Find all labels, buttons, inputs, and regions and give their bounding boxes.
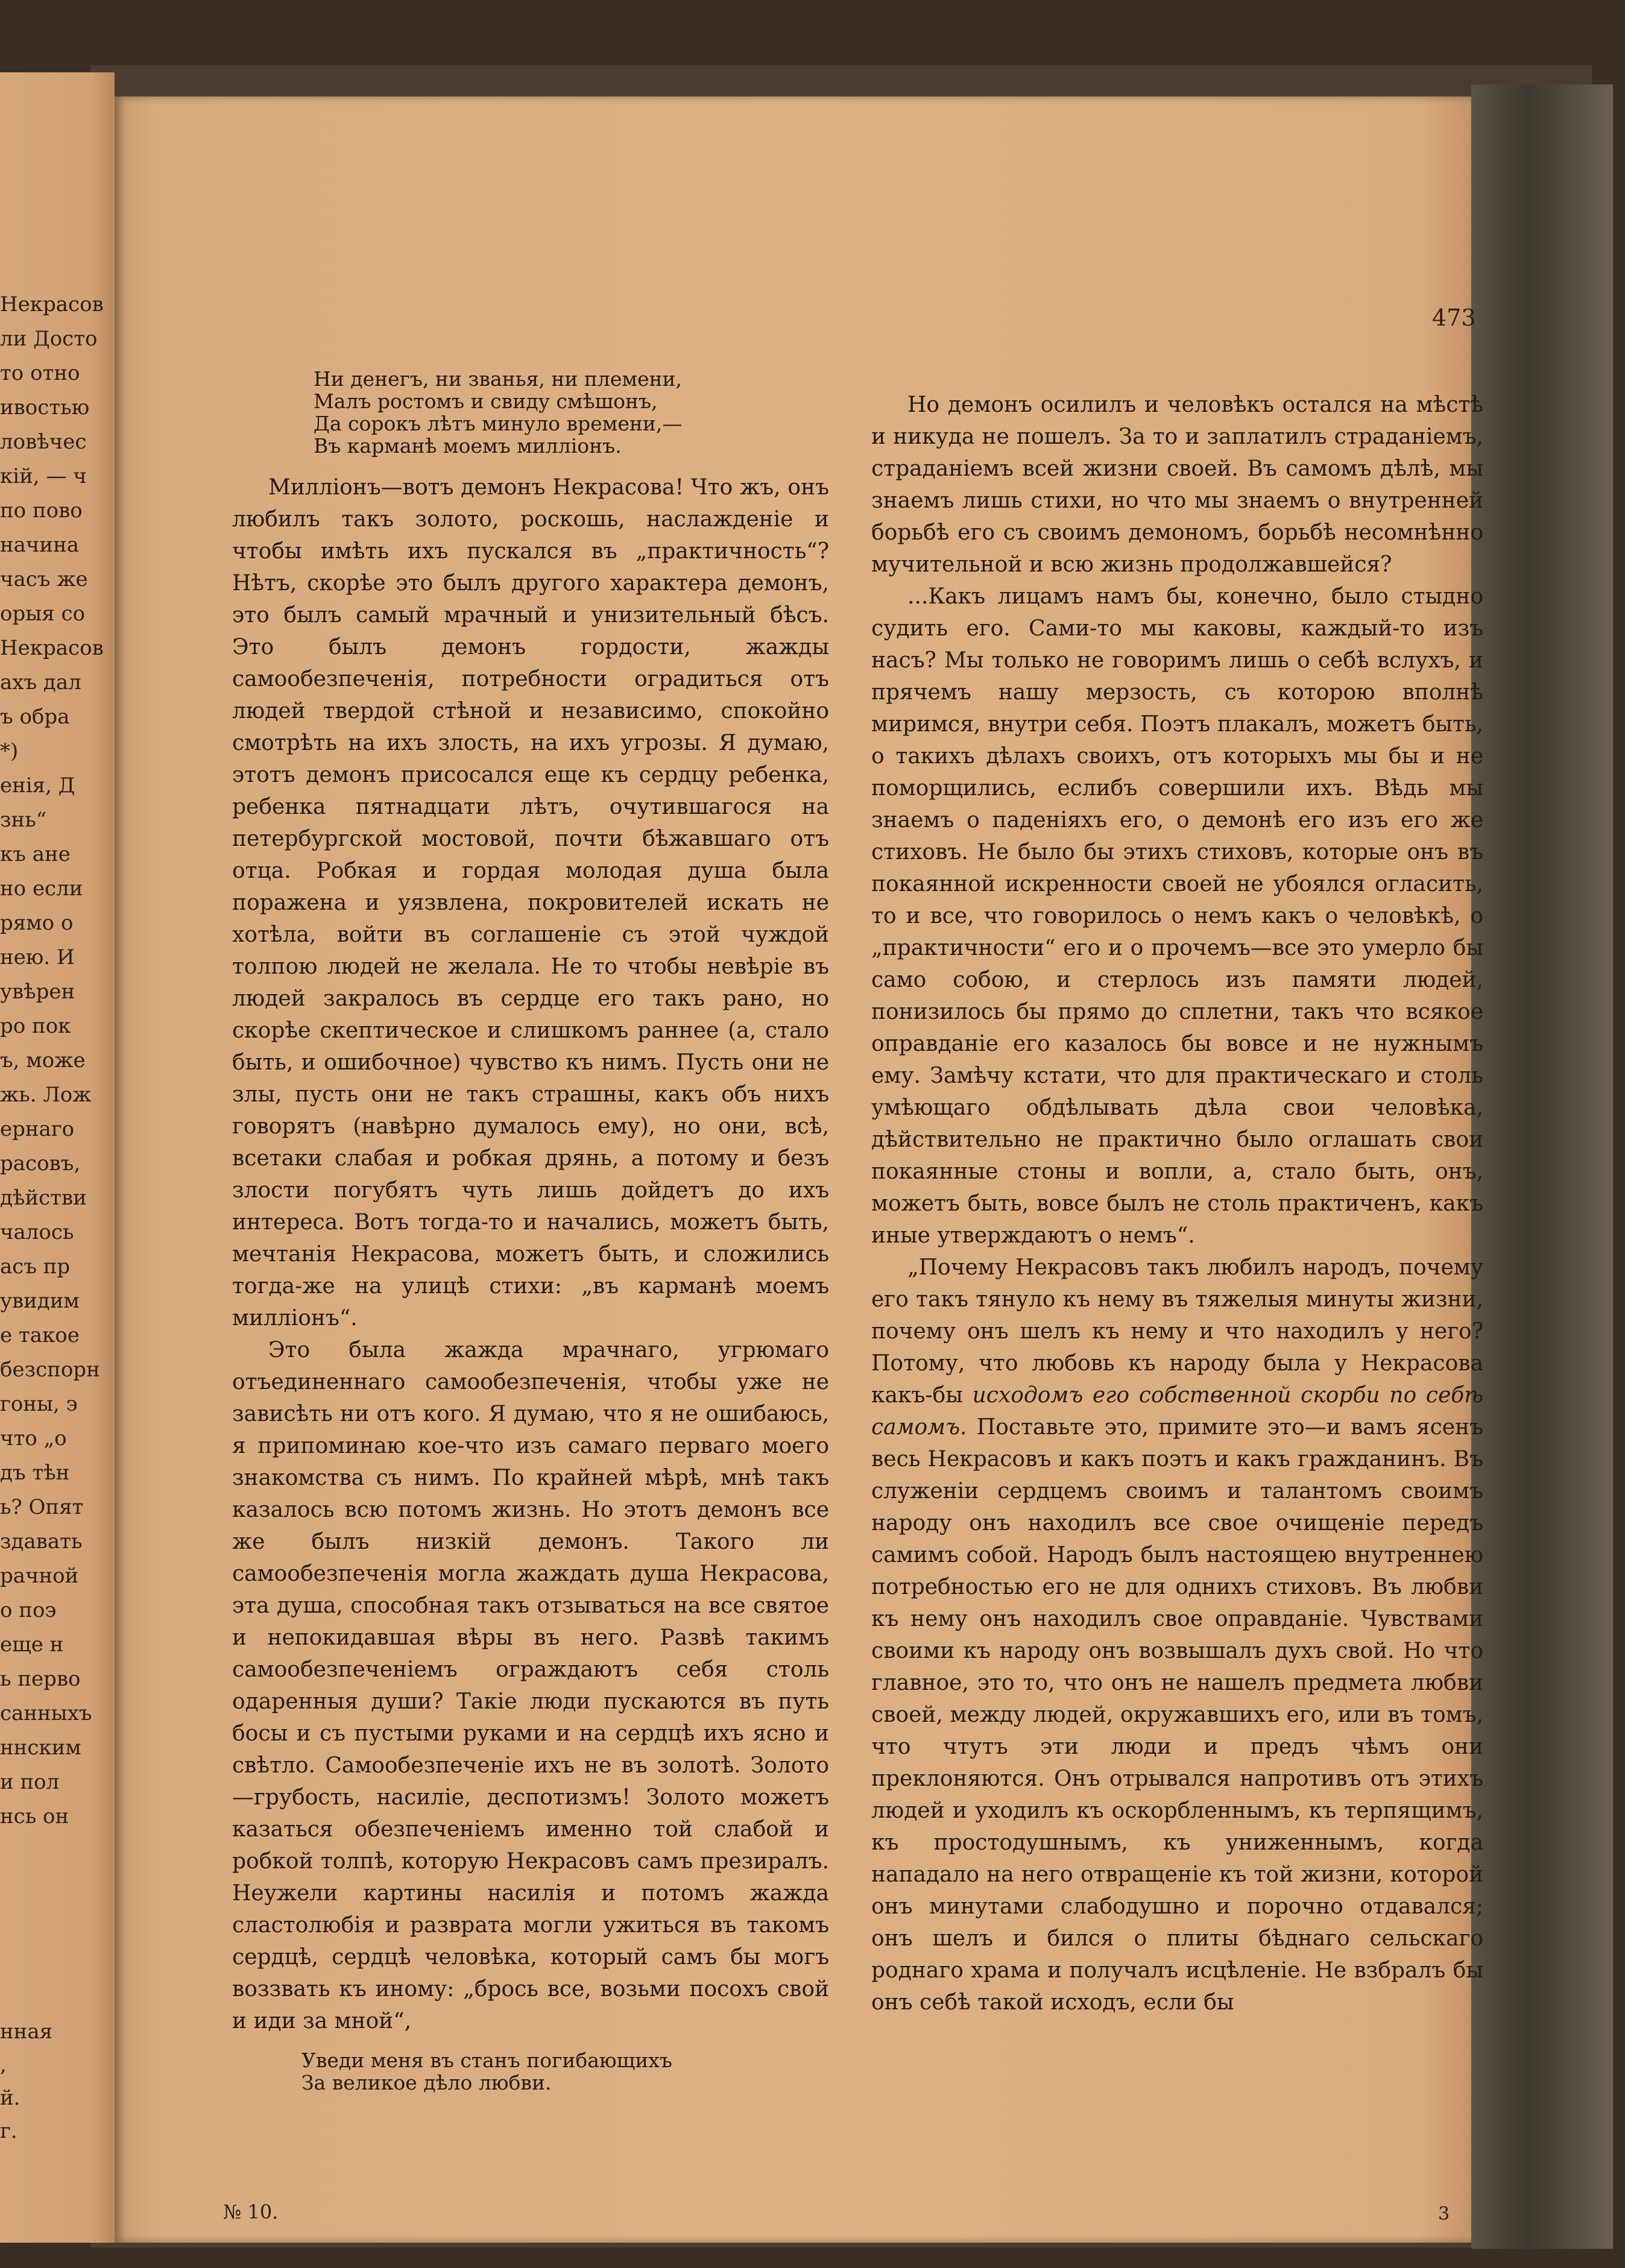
verse-line: Малъ ростомъ и свиду смѣшонъ, (314, 389, 658, 413)
book-spine (1471, 84, 1613, 2249)
left-page-fragment: ернаго (0, 1117, 75, 1141)
left-page-fragment: ловѣчес (0, 430, 87, 454)
verse-bottom (301, 2049, 829, 2094)
paragraph: „Почему Некрасовъ такъ любилъ народъ, почему его такъ тянуло къ нему въ тяжелыя минуты жизни, почему онъ шелъ къ нему и что находилъ у него? Потому, что любовь къ народу была у Некрасова какъ-бы исходомъ его собственной скорби по себѣ самомъ. Поставьте это, примите это—и вамъ ясенъ весь Некрасовъ и какъ поэтъ и какъ гражданинъ. Въ служеніи сердцемъ своимъ и талантомъ своимъ народу онъ находилъ все свое очищеніе передъ самимъ собой. Народъ былъ настоящею внутреннею потребностью его не для однихъ стиховъ. Въ любви къ нему онъ находилъ свое оправданіе. Чувствами своими къ народу онъ возвышалъ духъ свой. Но что главное, это то, что онъ не нашелъ предмета любви своей, между людей, окружавшихъ его, или въ томъ, что чтутъ эти люди и предъ чѣмъ они преклоняются. Онъ отрывался напротивъ отъ этихъ людей и уходилъ къ оскорбленнымъ, къ терпящимъ, къ простодушнымъ, къ униженнымъ, когда нападало на него отвращеніе къ той жизни, которой онъ минутами слабодушно и порочно отдавался; онъ шелъ и бился о плиты бѣднаго сельскаго роднаго храма и получалъ исцѣленіе. Не взбралъ бы онъ себѣ такой исходъ, если бы (871, 1255, 1484, 2015)
left-page-fragment: ли Досто (0, 327, 98, 351)
paragraph: Но демонъ осилилъ и человѣкъ остался на мѣстѣ и никуда не пошелъ. За то и заплатилъ страданіемъ, страданіемъ всей жизни своей. Въ самомъ дѣлѣ, мы знаемъ лишь стихи, но что мы знаемъ о внутренней борьбѣ его съ своимъ демономъ, борьбѣ несомнѣнно мучительной и всю жизнь продолжавшейся? (871, 392, 1483, 577)
left-page-fragment: ъ обра (0, 705, 70, 729)
verse-line: Ни денегъ, ни званья, ни племени, (314, 367, 683, 391)
verse-line: Уведи меня въ станъ погибающихъ (301, 2049, 672, 2072)
page-number: 473 (1432, 304, 1476, 331)
left-page-fragment: г. (0, 2119, 17, 2143)
left-page-fragment: о поэ (0, 1598, 57, 1622)
left-page-fragment: безспорн (0, 1358, 100, 1382)
left-page-fragment: часъ же (0, 567, 88, 591)
left-page-fragment: увидим (0, 1289, 80, 1313)
left-page-fragment: чалось (0, 1220, 74, 1244)
left-page-fragment: увѣрен (0, 980, 75, 1004)
left-page-fragment: дѣйстви (0, 1186, 87, 1210)
left-page-fragment: , (0, 2053, 7, 2077)
left-page-fragment: й. (0, 2086, 21, 2110)
italic-phrase: исходомъ его собственной скорби по себѣ самомъ. (871, 1383, 1484, 1440)
left-page-fragment: знь“ (0, 808, 47, 832)
previous-page-edge (0, 72, 115, 2243)
left-page-fragment: ро пок (0, 1014, 71, 1038)
left-page-fragment: начина (0, 533, 80, 557)
left-page-fragment: рачной (0, 1564, 79, 1588)
left-page-fragment: асъ пр (0, 1255, 71, 1279)
signature-number: № 10. (223, 2200, 279, 2223)
left-page-fragment: нная (0, 2020, 53, 2044)
left-page-fragment: и пол (0, 1770, 60, 1794)
signature-mark: 3 (1438, 2203, 1450, 2225)
right-paragraphs (871, 389, 1483, 1252)
left-page-fragment: что „о (0, 1426, 67, 1451)
left-page-fragment: Некрасов (0, 292, 104, 317)
verse-top (314, 368, 829, 457)
verse-line: Да сорокъ лѣтъ минуло времени,— (314, 412, 683, 435)
left-page-fragment: здавать (0, 1529, 83, 1554)
book-page (115, 96, 1484, 2243)
verse-line: За великое дѣло любви. (301, 2071, 552, 2094)
left-page-fragment: е такое (0, 1323, 80, 1347)
left-page-fragment: жь. Лож (0, 1083, 92, 1107)
left-page-fragment: но если (0, 877, 83, 901)
left-page-fragment: еще н (0, 1633, 64, 1657)
left-page-fragment: ь? Опят (0, 1495, 84, 1519)
left-page-fragment: ахъ дал (0, 670, 81, 695)
left-page-fragment: расовъ, (0, 1151, 81, 1176)
left-page-fragment: Некрасов (0, 636, 104, 660)
left-page-fragment: *) (0, 739, 19, 763)
left-page-fragment: орыя со (0, 602, 86, 626)
left-page-fragment: ивостью (0, 395, 90, 420)
left-page-fragment: къ ане (0, 842, 71, 866)
left-page-fragment: енія, Д (0, 773, 75, 798)
left-page-fragment: то отно (0, 361, 80, 385)
left-page-fragment: нею. И (0, 945, 75, 969)
paragraph: Милліонъ—вотъ демонъ Некрасова! Что жъ, онъ любилъ такъ золото, роскошь, наслажденіе и чтобы имѣть ихъ пускался въ „практичность“? Нѣтъ, скорѣе это былъ другого характера демонъ, это былъ самый мрачный и унизительный бѣсъ. Это былъ демонъ гордости, жажды самообезпеченія, потребности оградиться отъ людей твердой стѣной и независимо, спокойно смотрѣть на ихъ злость, на ихъ угрозы. Я думаю, этотъ демонъ присосался еще къ сердцу ребенка, ребенка пятнадцати лѣтъ, очутившагося на петербургской мостовой, почти бѣжавшаго отъ отца. Робкая и гордая молодая душа была поражена и уязвлена, покровителей искать не хотѣла, войти въ соглашеніе съ этой чуждой толпою людей не желала. Не то чтобы невѣріе въ людей закралось въ сердце его такъ рано, но скорѣе скептическое и слишкомъ раннее (а, стало быть, и ошибочное) чувство къ нимъ. Пусть они не злы, пусть они не такъ страшны, какъ объ нихъ говорятъ (навѣрно думалось ему), но они, всѣ, всетаки слабая и робкая дрянь, а потому и безъ злости погубятъ чуть лишь дойдетъ до ихъ интереса. Вотъ тогда-то и начались, можетъ быть, мечтанія Некрасова, можетъ быть, и сложились тогда-же на улицѣ стихи: „въ карманѣ моемъ милліонъ“. (232, 475, 829, 1331)
left-paragraphs (232, 471, 829, 2037)
verse-line: Въ карманѣ моемъ милліонъ. (314, 434, 622, 458)
right-column (871, 389, 1483, 2018)
left-page-fragment: нсь он (0, 1804, 69, 1829)
left-page-fragment: по пово (0, 499, 83, 523)
left-page-fragment: ь перво (0, 1667, 81, 1691)
paragraph: Это была жажда мрачнаго, угрюмаго отъединеннаго самообезпеченія, чтобы уже не зависѣть ни отъ кого. Я думаю, что я не ошибаюсь, я припоминаю кое-что изъ самаго перваго моего знакомства съ нимъ. По крайней мѣрѣ, мнѣ такъ казалось всю потомъ жизнь. Но этотъ демонъ все же былъ низкій демонъ. Такого ли самообезпеченія могла жаждать душа Некрасова, эта душа, способная такъ отзываться на все святое и непокидавшая вѣры въ него. Развѣ такимъ самообезпеченіемъ ограждаютъ себя столь одаренныя души? Такіе люди пускаются въ путь босы и съ пустыми руками и на сердцѣ ихъ ясно и свѣтло. Самообезпеченіе ихъ не въ золотѣ. Золото—грубость, насиліе, деспотизмъ! Золото можетъ казаться обезпеченіемъ именно той слабой и робкой толпѣ, которую Некрасовъ самъ презиралъ. Неужели картины насилія и потомъ жажда сластолюбія и разврата могли ужиться въ такомъ сердцѣ, сердцѣ человѣка, который самъ бы могъ воззвать къ иному: „брось все, возьми посохъ свой и иди за мной“, (232, 1338, 829, 2033)
left-page-fragment: гоны, э (0, 1392, 78, 1416)
left-page-fragment: санныхъ (0, 1701, 92, 1725)
left-column (232, 368, 829, 2094)
left-page-fragment: дъ тѣн (0, 1461, 70, 1485)
left-page-fragment: рямо о (0, 911, 74, 935)
left-page-fragment: кій, — ч (0, 464, 87, 488)
left-page-fragment: ннским (0, 1736, 81, 1760)
paragraph: ...Какъ лицамъ намъ бы, конечно, было стыдно судить его. Сами-то мы каковы, каждый-то изъ насъ? Мы только не говоримъ лишь о себѣ вслухъ, и прячемъ нашу мерзость, съ которою вполнѣ миримся, внутри себя. Поэтъ плакалъ, можетъ быть, о такихъ дѣлахъ своихъ, отъ которыхъ мы бы и не поморщились, еслибъ совершили ихъ. Вѣдь мы знаемъ о паденіяхъ его, о демонѣ его изъ его же стиховъ. Не было бы этихъ стиховъ, которые онъ въ покаянной искренности своей не убоялся огласить, то и все, что говорилось о немъ какъ о человѣкѣ, о „практичности“ его и о прочемъ—все это умерло бы само собою, и стерлось изъ памяти людей, понизилось бы прямо до сплетни, такъ что всякое оправданіе его казалось бы вовсе и не нужнымъ ему. Замѣчу кстати, что для практическаго и столь умѣющаго обдѣлывать дѣла свои человѣка, дѣйствительно не практично было оглашать свои покаянные стоны и вопли, а, стало быть, онъ, можетъ быть, вовсе былъ не столь практиченъ, какъ иные утверждаютъ о немъ“. (871, 584, 1483, 1248)
left-page-fragment: ъ, може (0, 1048, 86, 1073)
